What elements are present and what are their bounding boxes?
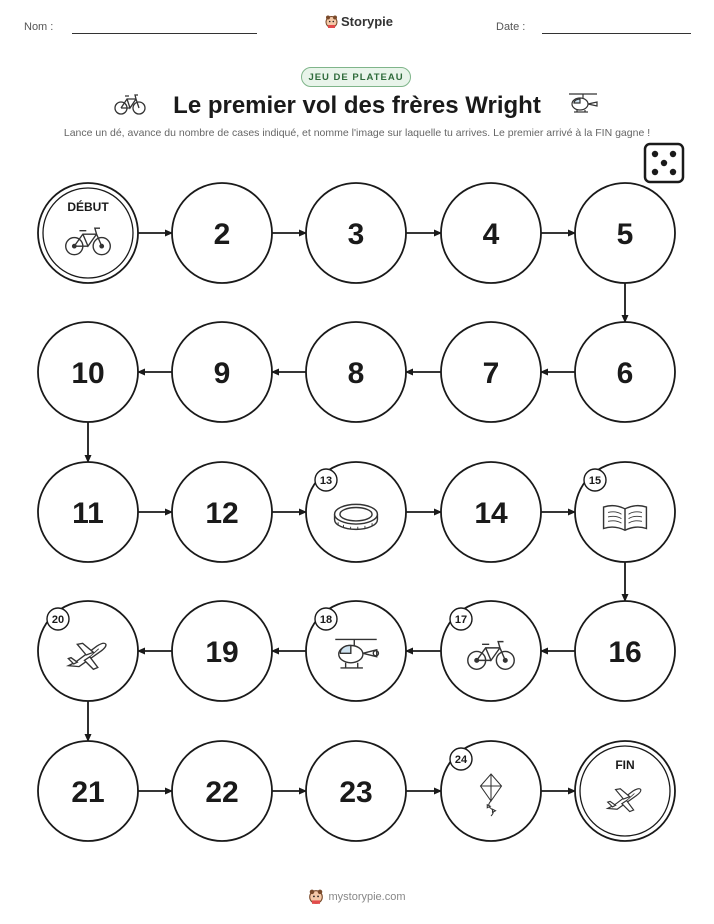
square-number: 5 <box>616 218 634 251</box>
board-square-16[interactable] <box>575 601 675 701</box>
board-square-5[interactable] <box>575 183 675 283</box>
board-square-1[interactable] <box>38 183 138 283</box>
board-square-24[interactable] <box>441 741 541 841</box>
square-number: 22 <box>205 776 239 809</box>
book-icon <box>604 506 647 531</box>
square-number: 13 <box>319 475 333 487</box>
square-number: 12 <box>205 497 239 530</box>
footer <box>0 889 714 905</box>
board-square-20[interactable] <box>38 601 138 701</box>
board-square-6[interactable] <box>575 322 675 422</box>
name-label: Nom : <box>24 21 54 33</box>
square-number: 10 <box>71 357 105 390</box>
board-square-15[interactable] <box>575 462 675 562</box>
board-square-9[interactable] <box>172 322 272 422</box>
footer-url[interactable]: mystorypie.com <box>328 891 406 903</box>
square-number: 24 <box>454 754 468 766</box>
board-square-12[interactable] <box>172 462 272 562</box>
page-title: Le premier vol des frères Wright <box>173 92 541 119</box>
board-square-2[interactable] <box>172 183 272 283</box>
square-number: 9 <box>213 357 231 390</box>
board-square-25[interactable] <box>575 741 675 841</box>
square-number: 16 <box>608 636 642 669</box>
storypie-logo-icon <box>308 889 324 905</box>
instructions: Lance un dé, avance du nombre de cases indiqué, et nomme l'image sur laquelle tu arrives. Le premier arrivé à la FIN gagne ! <box>63 127 651 139</box>
board-square-11[interactable] <box>38 462 138 562</box>
square-number: 14 <box>474 497 508 530</box>
board-square-19[interactable] <box>172 601 272 701</box>
board-square-14[interactable] <box>441 462 541 562</box>
board-squares <box>38 183 675 841</box>
square-number: 6 <box>616 357 634 390</box>
square-circle <box>38 183 138 283</box>
square-number: 3 <box>347 218 365 251</box>
board-square-4[interactable] <box>441 183 541 283</box>
board-square-21[interactable] <box>38 741 138 841</box>
brand-name: Storypie <box>341 14 394 29</box>
board-square-7[interactable] <box>441 322 541 422</box>
square-number: 17 <box>454 614 468 626</box>
board-square-10[interactable] <box>38 322 138 422</box>
square-number: 11 <box>72 497 104 530</box>
coin-icon <box>335 504 378 529</box>
square-number: 7 <box>482 357 500 390</box>
board-square-8[interactable] <box>306 322 406 422</box>
square-number: 23 <box>339 776 373 809</box>
board-square-18[interactable] <box>306 601 406 701</box>
square-number: 2 <box>213 218 231 251</box>
square-number: 19 <box>205 636 239 669</box>
board-square-13[interactable] <box>306 462 406 562</box>
game-type-tag: JEU DE PLATEAU <box>301 67 411 87</box>
dice-five-icon <box>643 142 685 184</box>
date-label: Date : <box>496 21 526 33</box>
square-circle <box>575 741 675 841</box>
board-square-3[interactable] <box>306 183 406 283</box>
board-square-17[interactable] <box>441 601 541 701</box>
square-number: 4 <box>482 218 500 251</box>
square-number: 15 <box>588 475 602 487</box>
start-label: DÉBUT <box>67 200 109 214</box>
square-number: 20 <box>51 614 65 626</box>
square-number: 8 <box>347 357 365 390</box>
end-label: FIN <box>615 758 635 772</box>
board-square-22[interactable] <box>172 741 272 841</box>
square-number: 18 <box>319 614 333 626</box>
board-square-23[interactable] <box>306 741 406 841</box>
square-number: 21 <box>71 776 105 809</box>
